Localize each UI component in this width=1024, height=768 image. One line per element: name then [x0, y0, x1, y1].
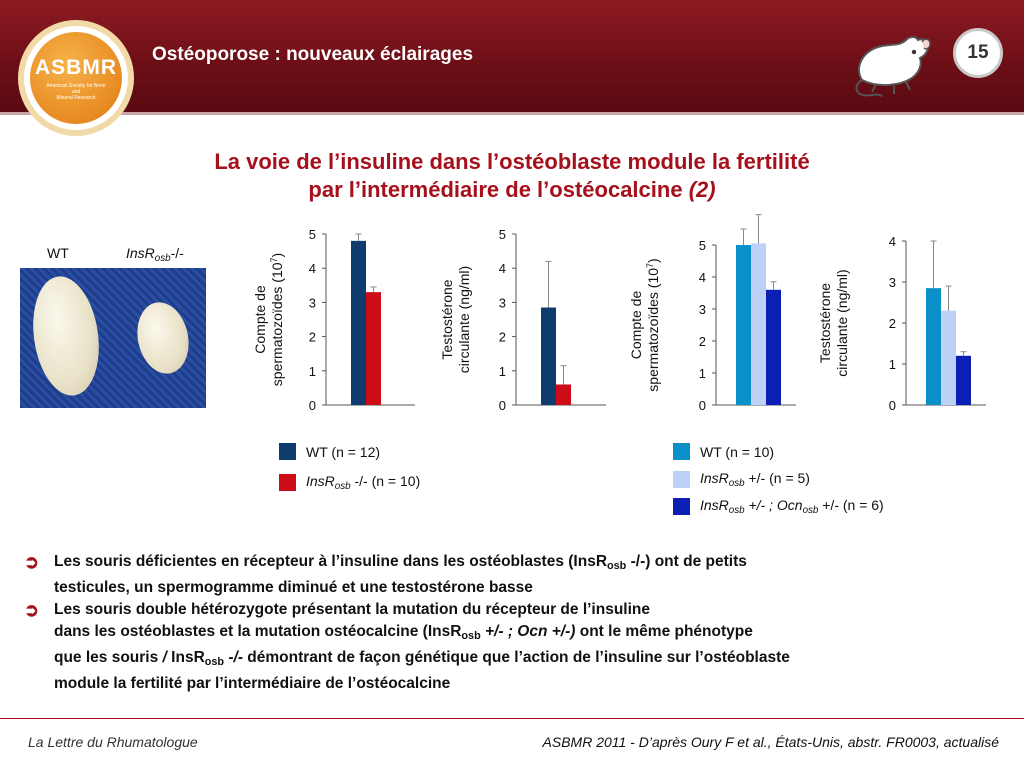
- y-tick-label: 4: [498, 261, 506, 277]
- y-tick-label: 0: [698, 398, 706, 413]
- bar-2: [556, 384, 571, 405]
- y-tick-label: 2: [308, 329, 316, 345]
- y-tick-label: 5: [308, 227, 316, 242]
- y-axis-label: Compte despermatozoïdes $(10^7)$: [628, 258, 661, 392]
- bar-1: [926, 288, 941, 405]
- y-tick-label: 1: [308, 363, 316, 379]
- legend-swatch: [673, 498, 690, 515]
- arrow-bullet-icon: ➲: [24, 552, 40, 572]
- slide-title-line2: par l’intermédiaire de l’ostéocalcine (2): [308, 177, 716, 202]
- legend-swatch: [673, 471, 690, 488]
- photo-label-wt: WT: [47, 245, 69, 261]
- bar-1: [351, 241, 366, 405]
- page-number-badge: 15: [953, 28, 1003, 78]
- y-tick-label: 4: [308, 261, 316, 277]
- legend-item-double: InsR$_{osb}$ +/- ; Ocn$_{osb}$ +/- (n = 6): [673, 497, 884, 516]
- slide-title-ref: (2): [688, 177, 716, 202]
- bar-2: [366, 292, 381, 405]
- y-axis-label: Compte despermatozoïdes $(10^7)$: [252, 252, 285, 387]
- y-tick-label: 1: [698, 366, 706, 381]
- bar-2: [751, 243, 766, 405]
- bar-3: [956, 356, 971, 405]
- legend-swatch: [673, 443, 690, 460]
- y-axis-label: Testostéronecirculante (ng/ml): [439, 265, 472, 374]
- legend-item-wt10: WT (n = 10): [673, 443, 774, 460]
- y-tick-label: 3: [498, 295, 506, 311]
- bar-1: [541, 308, 556, 405]
- slide-title-line1: La voie de l’insuline dans l’ostéoblaste module la fertilité: [214, 149, 810, 174]
- logo-sub-3: Mineral Research: [56, 94, 96, 101]
- y-tick-label: 0: [888, 398, 896, 413]
- bullet-2: ➲ Les souris double hétérozygote présentant la mutation du récepteur de l’insuline dans les ostéoblastes et la mutation ostéocalcine (InsR$_{osb}$ +/- ; Ocn +/-) ont le même phénotype que les souris / InsR$_{osb}$ -/- démontrant de façon génétique que l’action de l’insuline sur l’ostéoblaste module la fertilité par l’intermédiaire de l’ostéocalcine: [24, 600, 790, 692]
- bar-1: [736, 245, 751, 405]
- y-tick-label: 2: [698, 334, 706, 349]
- y-tick-label: 5: [498, 227, 506, 242]
- y-tick-label: 3: [698, 302, 706, 317]
- y-tick-label: 3: [308, 295, 316, 311]
- bar-3: [766, 290, 781, 405]
- header-title: Ostéoporose : nouveaux éclairages: [152, 44, 474, 65]
- legend-item-het: InsR$_{osb}$ +/- (n = 5): [673, 470, 810, 489]
- y-tick-label: 4: [888, 234, 896, 249]
- footer-citation: ASBMR 2011 - D’après Oury F et al., États-Unis, abstr. FR0003, actualisé: [542, 734, 999, 750]
- footer-divider: [0, 718, 1024, 719]
- bar-2: [941, 311, 956, 405]
- y-tick-label: 0: [308, 398, 316, 413]
- footer-journal: La Lettre du Rhumatologue: [28, 734, 198, 750]
- logo-sub-1: American Society for Bone: [46, 82, 106, 89]
- y-tick-label: 0: [498, 398, 506, 413]
- y-tick-label: 2: [498, 329, 506, 345]
- arrow-bullet-icon: ➲: [24, 600, 40, 620]
- y-tick-label: 2: [888, 316, 896, 331]
- bullet-list: [24, 551, 1014, 695]
- bullet-1: ➲ Les souris déficientes en récepteur à l’insuline dans les ostéoblastes (InsR$_{osb}$ -/-) ont de petits testicules, un spermogramme diminué et une testostérone basse: [24, 552, 747, 596]
- y-axis-label: Testostéronecirculante (ng/ml): [817, 269, 850, 377]
- y-tick-label: 5: [698, 238, 706, 253]
- y-tick-label: 1: [498, 363, 506, 379]
- y-tick-label: 4: [698, 270, 706, 285]
- photo-label-ko: InsR$_{osb}$-/-: [126, 245, 184, 264]
- logo-word: ASBMR: [35, 55, 117, 79]
- legend-swatch: [279, 474, 296, 491]
- legend-item-wt12: WT (n = 12): [279, 443, 380, 460]
- legend-swatch: [279, 443, 296, 460]
- logo-sub-2: and: [71, 88, 81, 95]
- y-tick-label: 1: [888, 357, 896, 372]
- y-tick-label: 3: [888, 275, 896, 290]
- legend-item-ko: InsR$_{osb}$ -/- (n = 10): [279, 473, 420, 492]
